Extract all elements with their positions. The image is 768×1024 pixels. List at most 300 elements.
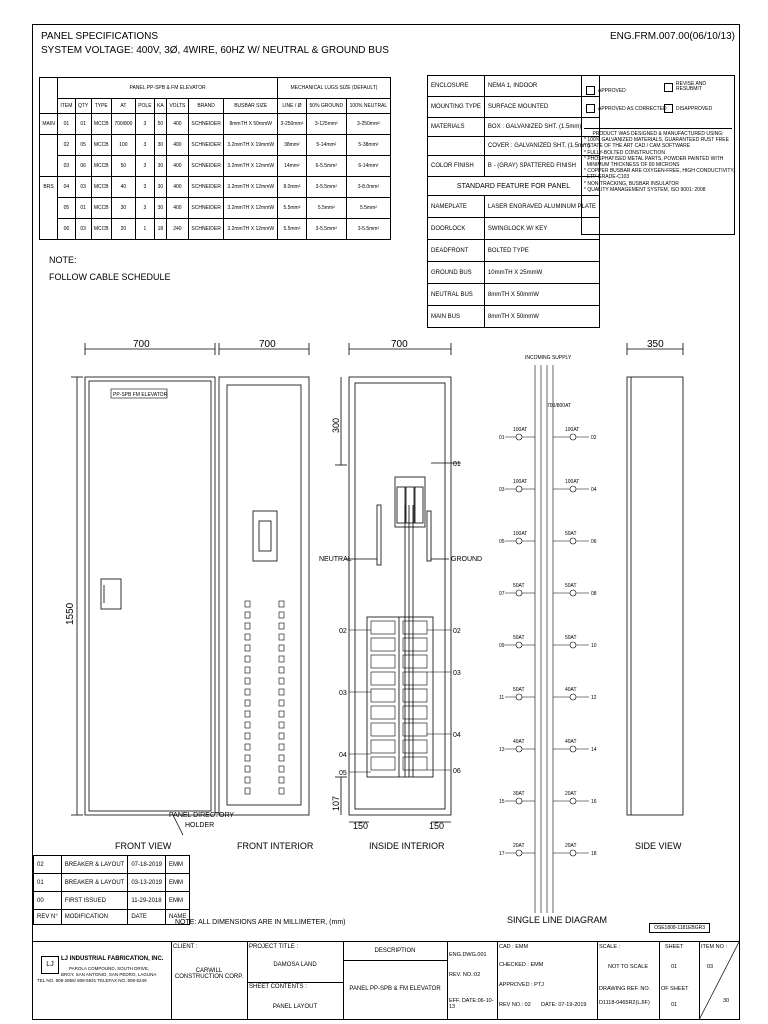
breaker-slot: [279, 711, 284, 717]
table-cell: 3: [135, 177, 154, 198]
breaker-tag: 06: [453, 768, 461, 775]
circuit-number: 01: [499, 435, 505, 441]
spec-value: LASER ENGRAVED ALUMINUM PLATE: [484, 196, 599, 218]
spec-value: SWINGLOCK W/ KEY: [484, 218, 599, 240]
breaker-slot: [245, 788, 250, 794]
circuit-number: 16: [591, 799, 597, 805]
panel-table: [39, 77, 391, 240]
table-cell: 3.2mmTH X 12mmW: [224, 177, 278, 198]
table-cell: 30: [111, 198, 135, 219]
col-header: QTY: [75, 99, 91, 114]
spec-row: [428, 118, 600, 137]
breaker-symbol: [570, 590, 576, 596]
scale-block: [597, 942, 660, 1020]
revision-date: 03-13-2019: [128, 874, 166, 892]
table-cell: 14mm²: [278, 156, 307, 177]
table-cell: 3.2mmTH X 12mmW: [224, 156, 278, 177]
breaker-slot: [279, 612, 284, 618]
breaker-tag: 04: [339, 752, 347, 759]
directory-label-1: PANEL DIRECTORY: [169, 812, 235, 819]
col-header: AT: [111, 99, 135, 114]
revision-name: EMM: [166, 874, 190, 892]
inside-interior-title: INSIDE INTERIOR: [369, 841, 445, 851]
drawing-sheet: [32, 24, 740, 1020]
breaker-slot: [279, 667, 284, 673]
description-label: DESCRIPTION: [374, 948, 416, 954]
breaker-slot: [279, 645, 284, 651]
panel-drawings: [33, 325, 741, 945]
approved-option[interactable]: APPROVED: [586, 86, 626, 95]
table-cell: 3: [135, 114, 154, 135]
revision-row: [34, 856, 190, 874]
circuit-number: 09: [499, 643, 505, 649]
circuit-number: 14: [591, 747, 597, 753]
col-header: 100% NEUTRAL: [346, 99, 390, 114]
table-cell: 5-14mm²: [306, 135, 346, 156]
table-cell: 6-14mm²: [346, 156, 390, 177]
table-cell: 01: [75, 198, 91, 219]
lugs-title: MECHANICAL LUGS SIZE (DEFAULT): [278, 78, 391, 99]
spec-value: COVER : GALVANIZED SHT. (1.5mm): [484, 137, 599, 156]
table-cell: MCCB: [91, 198, 111, 219]
project-block: [247, 942, 344, 1020]
note-label: NOTE:: [49, 255, 77, 265]
revision-name: EMM: [166, 856, 190, 874]
neutral-label: NEUTRAL: [319, 556, 352, 563]
spec-value: SURFACE MOUNTED: [484, 97, 599, 118]
breaker-symbol: [516, 642, 522, 648]
table-cell: 100: [111, 135, 135, 156]
circuit-rating: 100AT: [513, 479, 528, 485]
manufacturing-note: * 100% GALVANIZED MATERIALS, GUARANTEED RUST FREE: [584, 137, 729, 144]
spec-row: [428, 76, 600, 97]
checkbox-icon[interactable]: [664, 83, 673, 92]
revision-rev: 01: [34, 874, 62, 892]
breaker-slot: [245, 623, 250, 629]
revision-row: [34, 892, 190, 910]
side-view-title: SIDE VIEW: [635, 841, 682, 851]
circuit-rating: 50AT: [565, 583, 577, 589]
title-block: [33, 941, 739, 1020]
circuit-rating: 50AT: [513, 635, 525, 641]
table-cell: 3: [135, 198, 154, 219]
col-header: POLE: [135, 99, 154, 114]
col-header: 50% GROUND: [306, 99, 346, 114]
sheet-value: 01: [671, 964, 678, 970]
inside-interior-drawing: [335, 343, 461, 822]
table-cell: 03: [75, 219, 91, 240]
branch-breaker: [371, 621, 395, 634]
branch-breaker: [371, 655, 395, 668]
spec-value: 8mmTH X 50mmW: [484, 306, 599, 328]
breaker-slot: [245, 689, 250, 695]
approved-as-corrected-option[interactable]: APPROVED AS CORRECTED: [586, 104, 667, 113]
circuit-rating: 30AT: [513, 791, 525, 797]
table-cell: 6-5.5mm²: [306, 156, 346, 177]
col-header: TYPE: [91, 99, 111, 114]
revision-date: 07-18-2019: [128, 856, 166, 874]
breaker-slot: [279, 601, 284, 607]
front-interior-drawing: [219, 343, 309, 815]
disapproved-option[interactable]: DISAPPROVED: [664, 104, 712, 113]
row-group: [40, 198, 58, 219]
of-sheet-value: 01: [671, 1002, 678, 1008]
spec-label: DOORLOCK: [428, 218, 485, 240]
of-sheet-label: OF SHEET: [661, 986, 689, 992]
table-cell: 5-38mm²: [346, 135, 390, 156]
spec-value: BOLTED TYPE: [484, 240, 599, 262]
circuit-number: 11: [499, 695, 505, 701]
client-block: [171, 942, 248, 1020]
circuit-number: 06: [591, 539, 597, 545]
table-cell: 30: [154, 135, 166, 156]
breaker-slot: [245, 678, 250, 684]
company-name: LJ INDUSTRIAL FABRICATION, INC.: [61, 956, 164, 962]
table-cell: 1: [135, 219, 154, 240]
project-value: DAMOSA LAND: [273, 962, 317, 968]
spec-label: DEADFRONT: [428, 240, 485, 262]
table-cell: 3.2mmTH X 19mmW: [224, 135, 278, 156]
breaker-tag: 03: [339, 690, 347, 697]
spec-value: BOX : GALVANIZED SHT. (1.5mm): [484, 118, 599, 137]
circuit-number: 13: [499, 747, 505, 753]
breaker-symbol: [570, 746, 576, 752]
breaker-slot: [279, 678, 284, 684]
breaker-slot: [279, 623, 284, 629]
breaker-symbol: [516, 746, 522, 752]
table-cell: 3.2mmTH X 12mmW: [224, 198, 278, 219]
spec-row: [428, 156, 600, 177]
circuit-rating: 20AT: [565, 791, 577, 797]
manufacturing-note: * NON-TRACKING, BUSBAR INSULATOR: [584, 180, 679, 187]
manufacturing-notes: [584, 128, 735, 193]
breaker-tag: 02: [339, 628, 347, 635]
directory-label-2: HOLDER: [185, 822, 215, 829]
table-row: [40, 177, 391, 198]
circuit-rating: 100AT: [513, 427, 528, 433]
company-address-1: PAROLA COMPOUND, SOUTH DRIVE,: [69, 966, 150, 971]
breaker-symbol: [570, 850, 576, 856]
dimensions-note: NOTE: ALL DIMENSIONS ARE IN MILLIMETER, (mm): [175, 919, 346, 926]
row-group: BRS: [40, 177, 58, 198]
table-cell: 3-8.0mm²: [346, 177, 390, 198]
spec-label: MATERIALS: [428, 118, 485, 137]
spec-row: [428, 196, 600, 218]
spec-value: NEMA 1, INDOOR: [484, 76, 599, 97]
breaker-slot: [245, 700, 250, 706]
sheet-label: SHEET: [665, 944, 684, 950]
manufacturing-note: PRODUCT WAS DESIGNED & MANUFACTURED USING:: [592, 131, 724, 137]
breaker-symbol: [516, 694, 522, 700]
approval-box: [581, 75, 735, 235]
company-address-2: BRGY. SAN ANTONIO, SAN PEDRO, LAGUNA: [61, 972, 157, 977]
table-cell: MCCB: [91, 177, 111, 198]
breaker-symbol: [516, 486, 522, 492]
table-cell: 06: [75, 156, 91, 177]
company-logo-icon: LJ: [41, 956, 59, 974]
table-cell: 01: [75, 114, 91, 135]
col-header: BUSBAR SIZE: [224, 99, 278, 114]
spec-row: [428, 284, 600, 306]
checked-by: CHECKED : EMM: [499, 962, 544, 968]
project-label: PROJECT TITLE :: [249, 944, 299, 950]
panel-group-title: PANEL PP-SPB & FM ELEVATOR: [58, 78, 278, 99]
row-group: [40, 135, 58, 156]
table-cell: 700/800: [111, 114, 135, 135]
breaker-slot: [279, 689, 284, 695]
col-header: ITEM: [58, 99, 76, 114]
breaker-slot: [245, 722, 250, 728]
eff-date: EFF. DATE:06-10-13: [449, 998, 494, 1010]
revise-option[interactable]: REVISE AND RESUBMIT: [664, 82, 730, 92]
table-cell: 3-125mm²: [306, 114, 346, 135]
manufacturing-note: * QUALITY MANAGEMENT SYSTEM, ISO 9001: 2008: [584, 186, 706, 193]
revision-rev: 00: [34, 892, 62, 910]
spec-value: 10mmTH X 25mmW: [484, 262, 599, 284]
breaker-slot: [245, 766, 250, 772]
breaker-symbol: [516, 590, 522, 596]
breaker-symbol: [570, 538, 576, 544]
scale-value: NOT TO SCALE: [607, 964, 649, 970]
spec-row: [428, 137, 600, 156]
breaker-slot: [279, 722, 284, 728]
spec-row: [428, 218, 600, 240]
checkbox-icon[interactable]: [586, 104, 595, 113]
circuit-rating: 100AT: [513, 531, 528, 537]
manufacturing-note: * STATE OF THE ART CAD / CAM SOFTWARE: [584, 143, 691, 150]
revision-mod: BREAKER & LAYOUT: [61, 874, 128, 892]
company-block: [33, 942, 172, 1020]
inside-left-dim: 150: [353, 821, 369, 831]
circuit-number: 08: [591, 591, 597, 597]
breaker-slot: [245, 733, 250, 739]
manufacturing-note: * COPPER BUSBAR ARE OXYGEN-FREE, HIGH CONDUCTIVITY,: [584, 168, 735, 175]
breaker-slot: [245, 755, 250, 761]
circuit-rating: 100AT: [565, 479, 580, 485]
breaker-slot: [279, 766, 284, 772]
table-cell: 5.5mm²: [346, 198, 390, 219]
revision-row: [34, 874, 190, 892]
note-text: FOLLOW CABLE SCHEDULE: [49, 272, 171, 282]
table-row: [40, 198, 391, 219]
table-cell: 01: [58, 114, 76, 135]
table-cell: 50: [111, 156, 135, 177]
table-cell: 30: [154, 156, 166, 177]
branch-breaker: [371, 757, 395, 770]
inside-bottom-dim: 107: [331, 795, 341, 811]
branch-breaker: [371, 689, 395, 702]
revision-name: EMM: [166, 892, 190, 910]
circuit-number: 03: [499, 487, 505, 493]
spec-label: ENCLOSURE: [428, 76, 485, 97]
spec-value: 8mmTH X 50mmW: [484, 284, 599, 306]
incoming-supply: INCOMING SUPPLY: [525, 355, 572, 361]
sheet-block: [659, 942, 700, 1020]
date-2: DATE: 07-19-2019: [541, 1002, 587, 1008]
table-cell: MCCB: [91, 156, 111, 177]
breaker-slot: [245, 777, 250, 783]
drawing-ref-label: DRAWING REF. NO.: [599, 986, 651, 992]
circuit-number: 04: [591, 487, 597, 493]
description-block: [343, 942, 448, 1020]
eng-dwg: ENG.DWG.001: [449, 952, 487, 958]
circuit-rating: 50AT: [513, 687, 525, 693]
table-cell: 20: [111, 219, 135, 240]
branch-breaker: [403, 689, 427, 702]
table-cell: SCHNEIDER: [188, 156, 224, 177]
spec-title: PANEL SPECIFICATIONS: [41, 31, 159, 42]
sheet-contents-value: PANEL LAYOUT: [272, 1004, 318, 1010]
spec-label: NEUTRAL BUS: [428, 284, 485, 306]
col-header: BRAND: [188, 99, 224, 114]
item-no-label: ITEM NO :: [701, 944, 727, 950]
table-cell: 3-5.5mm²: [346, 219, 390, 240]
branch-breaker: [403, 706, 427, 719]
circuit-rating: 40AT: [565, 739, 577, 745]
col-header: VOLTS: [166, 99, 188, 114]
nameplate-text: PP-SPB FM ELEVATOR: [113, 392, 168, 398]
revision-header: [34, 910, 190, 925]
table-cell: MCCB: [91, 219, 111, 240]
side-view-drawing: [627, 343, 683, 815]
revision-header-mod: MODIFICATION: [61, 910, 128, 925]
approved-by: APPROVED : PTJ: [499, 982, 544, 988]
manufacturing-note: * PHOSPHATISED METAL PARTS, POWDER PAINTED WITH: [584, 155, 724, 162]
main-breaker-tag: 01: [453, 461, 461, 468]
breaker-tag: 02: [453, 628, 461, 635]
approval-sign-block: [497, 942, 598, 1020]
branch-breaker: [403, 621, 427, 634]
table-row: [40, 135, 391, 156]
breaker-symbol: [516, 798, 522, 804]
feature-title: STANDARD FEATURE FOR PANEL: [428, 177, 600, 196]
breaker-slot: [279, 634, 284, 640]
table-cell: 5.5mm²: [278, 219, 307, 240]
table-cell: MCCB: [91, 135, 111, 156]
item-block: [699, 942, 739, 1020]
circuit-rating: 20AT: [565, 843, 577, 849]
circuit-rating: 40AT: [513, 739, 525, 745]
table-cell: SCHNEIDER: [188, 114, 224, 135]
doc-control-block: [447, 942, 498, 1020]
table-row: [40, 219, 391, 240]
table-cell: 05: [58, 198, 76, 219]
spec-row: [428, 262, 600, 284]
table-cell: 3-250mm²: [278, 114, 307, 135]
row-group: [40, 219, 58, 240]
revision-header-rev: REV N°: [34, 910, 62, 925]
breaker-tag: 04: [453, 732, 461, 739]
table-cell: 3-5.5mm²: [306, 219, 346, 240]
breaker-slot: [245, 645, 250, 651]
revision-date: 11-29-2018: [128, 892, 166, 910]
manufacturing-note: * FULLY-BOLTED CONSTRUCTION: [584, 149, 666, 156]
breaker-symbol: [516, 850, 522, 856]
main-breaker-rating: 700/800AT: [547, 403, 572, 409]
checkbox-icon[interactable]: [586, 86, 595, 95]
breaker-symbol: [570, 434, 576, 440]
breaker-slot: [279, 744, 284, 750]
spec-row: [428, 97, 600, 118]
branch-breaker: [371, 723, 395, 736]
table-cell: 400: [166, 198, 188, 219]
spec-label: [428, 137, 485, 156]
table-cell: 400: [166, 114, 188, 135]
breaker-symbol: [516, 538, 522, 544]
col-header: LINE / Ø: [278, 99, 307, 114]
inside-width-dim: 700: [391, 339, 408, 350]
cad-by: CAD : EMM: [499, 944, 529, 950]
table-cell: SCHNEIDER: [188, 135, 224, 156]
scale-label: SCALE :: [599, 944, 621, 950]
branch-breaker: [403, 757, 427, 770]
breaker-slot: [245, 656, 250, 662]
front-interior-title: FRONT INTERIOR: [237, 841, 314, 851]
breaker-slot: [279, 700, 284, 706]
table-cell: 3: [135, 156, 154, 177]
rev-no-2: REV NO.: 02: [499, 1002, 531, 1008]
revision-header-name: NAME: [166, 910, 190, 925]
branch-breaker: [371, 638, 395, 651]
system-voltage: SYSTEM VOLTAGE: 400V, 3Ø, 4WIRE, 60HZ W/ NEUTRAL & GROUND BUS: [41, 45, 389, 56]
table-cell: 5.5mm²: [278, 198, 307, 219]
branch-breaker: [403, 672, 427, 685]
spec-label: GROUND BUS: [428, 262, 485, 284]
drawing-ref-value: D1118-0465R2(LJIF): [599, 1000, 650, 1006]
table-cell: 400: [166, 156, 188, 177]
checkbox-icon[interactable]: [664, 104, 673, 113]
col-header: KA: [154, 99, 166, 114]
table-cell: 40: [111, 177, 135, 198]
table-cell: 5.5mm²: [306, 198, 346, 219]
revision-table: [33, 855, 190, 925]
branch-breaker: [371, 706, 395, 719]
job-ref: OSE1808-1181EBGR3: [649, 923, 710, 933]
branch-breaker: [403, 740, 427, 753]
table-cell: SCHNEIDER: [188, 177, 224, 198]
table-cell: SCHNEIDER: [188, 198, 224, 219]
manufacturing-note: ETP GRADE-C103: [584, 174, 630, 181]
branch-breaker: [403, 723, 427, 736]
branch-breaker: [371, 672, 395, 685]
form-number: ENG.FRM.007.00(06/10/13): [609, 31, 735, 42]
table-cell: MCCB: [91, 114, 111, 135]
breaker-symbol: [570, 486, 576, 492]
side-width-dim: 350: [647, 339, 664, 350]
table-cell: 38mm²: [278, 135, 307, 156]
circuit-rating: 50AT: [565, 635, 577, 641]
table-cell: 3.2mmTH X 12mmW: [224, 219, 278, 240]
spec-value: B - (GRAY) SPATTERED FINISH: [484, 156, 599, 177]
table-cell: 30: [154, 198, 166, 219]
revision-header-date: DATE: [128, 910, 166, 925]
table-cell: 400: [166, 135, 188, 156]
corner-diagonal: [699, 942, 739, 1020]
table-cell: 30: [154, 177, 166, 198]
table-cell: 04: [58, 177, 76, 198]
row-group: [40, 156, 58, 177]
ground-label: GROUND: [451, 556, 483, 563]
front-view-title: FRONT VIEW: [115, 841, 172, 851]
circuit-rating: 40AT: [565, 687, 577, 693]
breaker-slot: [245, 667, 250, 673]
spec-row: [428, 240, 600, 262]
company-tel: TEL NO. 808-2956/ 808-5931 TELEFAX NO. 808-5249: [37, 978, 147, 983]
table-cell: 3: [135, 135, 154, 156]
circuit-number: 10: [591, 643, 597, 649]
table-cell: 8mmTH X 50mmW: [224, 114, 278, 135]
client-label: CLIENT :: [173, 944, 198, 950]
